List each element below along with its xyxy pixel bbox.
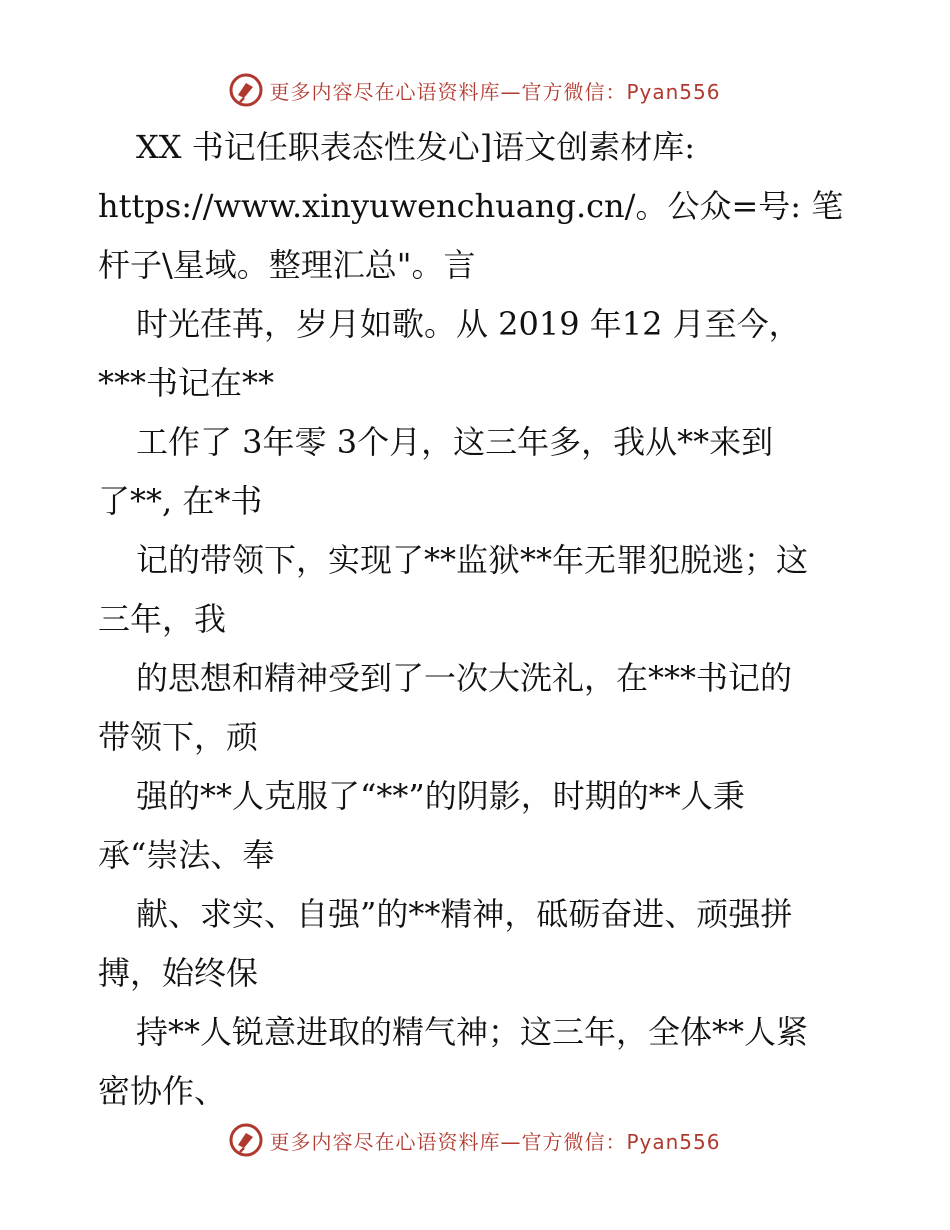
text-line: 献、求实、自强”的**精神，砥砺奋进、顽强拼 [136,895,793,933]
document-body [98,118,858,1121]
text-line: 了**, 在*书 [98,482,263,520]
watermark-banner-top [0,70,950,110]
text-line: 三年，我 [98,600,227,638]
text-line: https://www.xinyuwenchuang.cn/。公众=号: 笔 [98,187,844,225]
text-line: 强的**人克服了“**”的阴影，时期的**人秉 [136,777,745,815]
text-line: 时光荏苒，岁月如歌。从 2019 年12 月至今， [136,305,801,343]
text-line: 的思想和精神受到了一次大洗礼，在***书记的 [136,659,793,697]
text-line: 杆子\星域。整理汇总"。言 [98,246,476,284]
text-line: 工作了 3年零 3个月，这三年多，我从**来到 [136,423,774,461]
text-line: 搏，始终保 [98,954,259,992]
text-line: 持**人锐意进取的精气神；这三年，全体**人紧 [136,1013,809,1051]
text-line: 带领下，顽 [98,718,259,756]
seal-logo-icon [229,1123,263,1157]
watermark-banner-bottom [0,1120,950,1160]
text-line: 承“崇法、奉 [98,836,275,874]
text-line: ***书记在** [98,364,275,402]
text-line: 密协作、 [98,1072,227,1110]
text-line: XX 书记任职表态性发心]语文创素材库: [136,128,696,166]
text-line: 记的带领下，实现了**监狱**年无罪犯脱逃；这 [136,541,809,579]
watermark-text: 更多内容尽在心语资料库—官方微信：Pyan556 [269,79,721,104]
watermark-text: 更多内容尽在心语资料库—官方微信：Pyan556 [269,1129,721,1154]
seal-logo-icon [229,73,263,107]
